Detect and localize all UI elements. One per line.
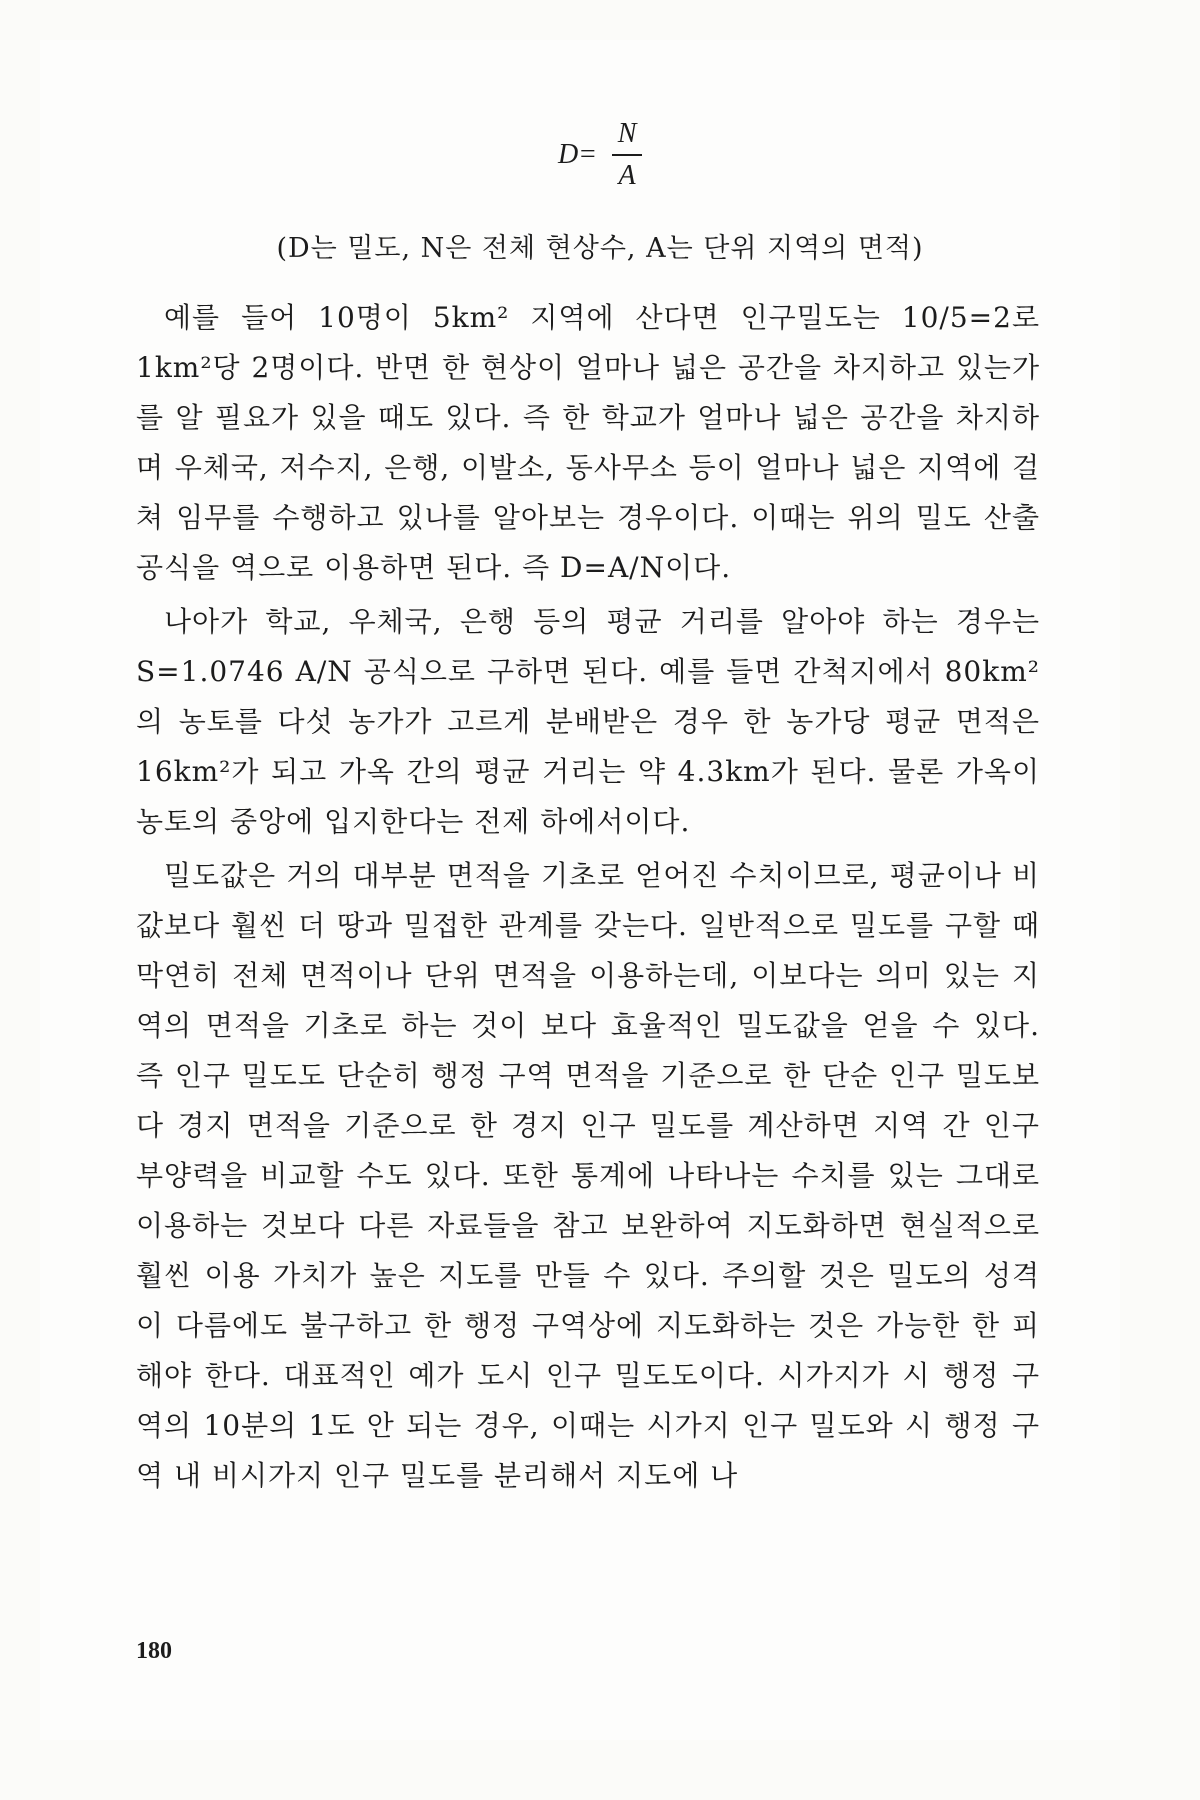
density-formula [0, 120, 1200, 190]
formula-legend: (D는 밀도, N은 전체 현상수, A는 단위 지역의 면적) [276, 233, 924, 264]
page-number: 180 [136, 1638, 172, 1664]
paragraph: 밀도값은 거의 대부분 면적을 기초로 얻어진 수치이므로, 평균이나 비값보다 훨씬 더 땅과 밀접한 관계를 갖는다. 일반적으로 밀도를 구할 때 막연히 전체 면적이나 단위 면적을 이용하는데, 이보다는 의미 있는 지역의 면적을 기초로 하는 것이 보다 효율적인 밀도값을 얻을 수 있다. 즉 인구 밀도도 단순히 행정 구역 면적을 기준으로 한 단순 인구 밀도보다 경지 면적을 기준으로 한 경지 인구 밀도를 계산하면 지역 간 인구 부양력을 비교할 수도 있다. 또한 통계에 나타나는 수치를 있는 그대로 이용하는 것보다 다른 자료들을 참고 보완하여 지도화하면 현실적으로 훨씬 이용 가치가 높은 지도를 만들 수 있다. 주의할 것은 밀도의 성격이 다름에도 불구하고 한 행정 구역상에 지도화하는 것은 가능한 한 피해야 한다. 대표적인 예가 도시 인구 밀도도이다. 시가지가 시 행정 구역의 10분의 1도 안 되는 경우, 이때는 시가지 인구 밀도와 시 행정 구역 내 비시가지 인구 밀도를 분리해서 지도에 나 [136, 859, 1040, 1492]
body-text [136, 293, 1040, 1505]
paragraph: 나아가 학교, 우체국, 은행 등의 평균 거리를 알아야 하는 경우는 S=1.0746 A/N 공식으로 구하면 된다. 예를 들면 간척지에서 80km²의 농토를 다섯 농가가 고르게 분배받은 경우 한 농가당 평균 면적은 16km²가 되고 가옥 간의 평균 거리는 약 4.3km가 된다. 물론 가옥이 농토의 중앙에 입지한다는 전제 하에서이다. [136, 605, 1040, 838]
formula-fraction [612, 120, 642, 190]
paragraph: 예를 들어 10명이 5km² 지역에 산다면 인구밀도는 10/5=2로 1km²당 2명이다. 반면 한 현상이 얼마나 넓은 공간을 차지하고 있는가를 알 필요가 있을 때도 있다. 즉 한 학교가 얼마나 넓은 공간을 차지하며 우체국, 저수지, 은행, 이발소, 동사무소 등이 얼마나 넓은 지역에 걸쳐 임무를 수행하고 있나를 알아보는 경우이다. 이때는 위의 밀도 산출 공식을 역으로 이용하면 된다. 즉 D=A/N이다. [136, 301, 1040, 584]
formula-numerator: N [617, 118, 637, 149]
formula-lhs: D= [557, 139, 598, 170]
formula-denominator: A [618, 160, 636, 191]
